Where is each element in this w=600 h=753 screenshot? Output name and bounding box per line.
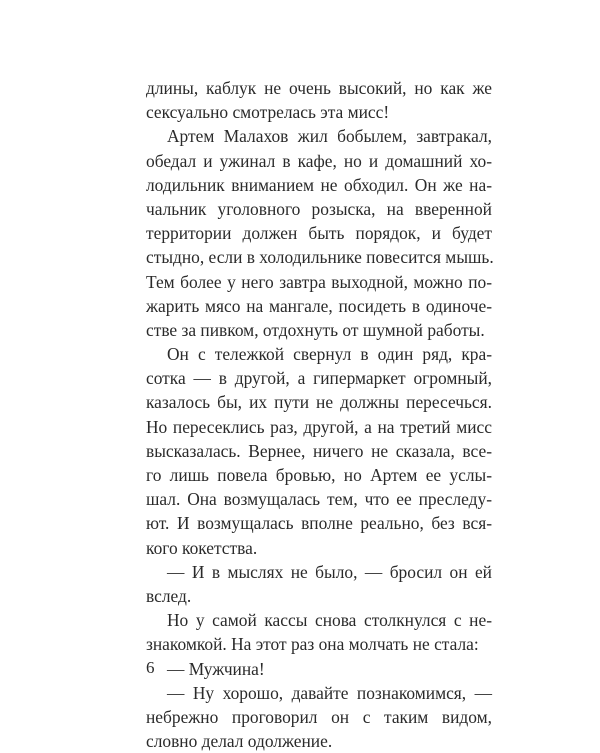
- text-line: сотка — в другой, а гипермаркет огромный,: [146, 368, 492, 389]
- text-line: территории должен быть порядок, и будет: [146, 223, 492, 244]
- text-line: небрежно проговорил он с таким видом,: [146, 706, 492, 727]
- text-line: стыдно, если в холодильнике повесится мышь.: [146, 247, 494, 268]
- text-line: чальник уголовного розыска, на вверенной: [146, 198, 492, 219]
- text-line: шал. Она возмущалась тем, что ее преследу-: [146, 489, 492, 510]
- text-line: знакомкой. На этот раз она молчать не стала:: [146, 634, 479, 655]
- body-text: [146, 76, 492, 753]
- text-line: го лишь повела бровью, но Артем ее услы-: [146, 465, 492, 485]
- text-line: Но пересеклись раз, другой, а на третий мисс: [146, 416, 492, 437]
- text-line: Он с тележкой свернул в один ряд, кра-: [167, 344, 492, 365]
- text-line: казалось бы, их пути не должны пересечься.: [146, 392, 492, 413]
- text-line: вслед.: [146, 585, 192, 606]
- text-line: Но у самой кассы снова столкнулся с не-: [167, 610, 492, 631]
- text-line: высказалась. Вернее, ничего не сказала, все-: [146, 440, 492, 461]
- text-line: кого кокетства.: [146, 537, 258, 558]
- text-line: обедал и ужинал в кафе, но и домашний хо-: [146, 150, 492, 171]
- text-line: — Ну хорошо, давайте познакомимся, —: [167, 682, 492, 703]
- text-line: лодильник вниманием не обходил. Он же на-: [146, 174, 492, 195]
- text-line: Артем Малахов жил бобылем, завтракал,: [167, 126, 492, 147]
- text-line: словно делал одолжение.: [146, 731, 333, 752]
- text-line: — Мужчина!: [167, 658, 265, 679]
- page-number: 6: [146, 658, 155, 677]
- text-line: ют. И возмущалась вполне реально, без вся-: [146, 513, 492, 534]
- text-line: сексуально смотрелась эта мисс!: [146, 102, 390, 123]
- text-line: длины, каблук не очень высокий, но как же: [146, 78, 492, 98]
- text-line: жарить мясо на мангале, посидеть в одиноче-: [146, 295, 492, 316]
- text-line: — И в мыслях не было, — бросил он ей: [167, 561, 492, 582]
- text-line: стве за пивком, отдохнуть от шумной работы.: [146, 319, 485, 340]
- text-line: Тем более у него завтра выходной, можно по-: [146, 271, 492, 292]
